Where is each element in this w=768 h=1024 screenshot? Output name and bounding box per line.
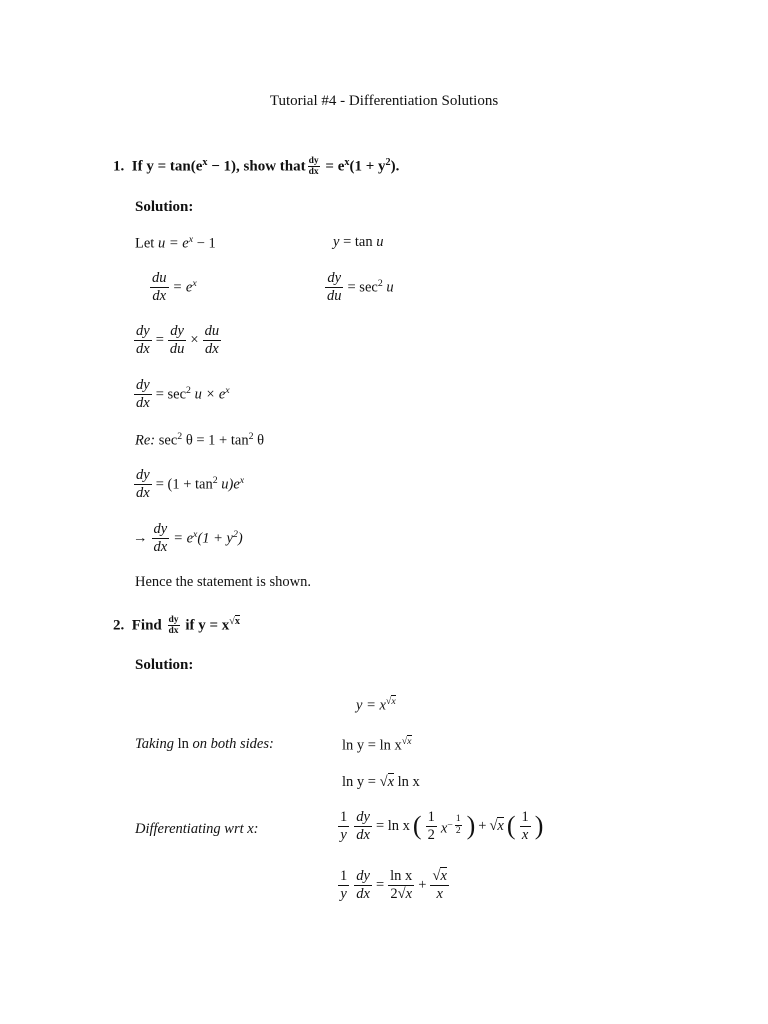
denominator: du	[327, 287, 342, 304]
half-fraction	[426, 809, 437, 843]
denominator: dx	[136, 394, 150, 411]
sqrt-arg: x	[405, 885, 413, 902]
numerator: 1	[427, 809, 435, 825]
exponent: 2	[377, 277, 383, 289]
plus: +	[478, 817, 487, 834]
denominator: y	[340, 826, 347, 843]
exponent: 2	[248, 431, 254, 442]
given-function-end: − 1), show that	[207, 158, 306, 175]
denominator: x	[521, 826, 529, 843]
dy-du-line	[324, 270, 394, 304]
identity-line	[135, 431, 264, 449]
sqrtx-over-x	[430, 868, 448, 902]
y-var: y	[333, 234, 340, 250]
eq-ex: = e	[172, 279, 193, 296]
ln-x: ln x	[394, 774, 420, 790]
denominator: dx	[204, 340, 219, 357]
denominator: dx	[136, 340, 150, 357]
numerator: dy	[308, 156, 319, 166]
tan-text: = (1 + tan	[155, 476, 213, 493]
y-var: y	[356, 697, 363, 714]
sqrt-arg: x	[387, 774, 394, 790]
solution-label-2: Solution:	[135, 657, 194, 673]
u-var: u	[386, 279, 394, 296]
find-word: Find	[131, 617, 162, 634]
ln-text: ln	[177, 736, 189, 752]
rhs-end: (1 + y	[349, 158, 386, 175]
question-text-if: If	[131, 158, 143, 175]
denominator: x	[436, 885, 443, 902]
equals: =	[155, 331, 164, 348]
minus-one: − 1	[193, 235, 216, 252]
differentiating-label: Differentiating wrt x:	[135, 821, 259, 837]
exponent: 2	[212, 474, 218, 486]
taking-word: Taking	[135, 736, 174, 752]
numerator: 1	[455, 814, 461, 825]
dy-dx-fraction	[134, 377, 152, 411]
rhs-close: ).	[390, 158, 400, 175]
du-dx-fraction	[150, 270, 169, 304]
numerator: √x	[432, 868, 447, 884]
exponent: x	[202, 156, 208, 168]
s2-line-2: $\ln y = \ln x^{√x}$	[342, 736, 412, 754]
numerator: dy	[168, 615, 179, 625]
sec-text: sec	[155, 432, 178, 449]
numerator: dy	[136, 467, 150, 483]
denominator: 2	[427, 826, 435, 843]
exponent: 2	[177, 431, 183, 442]
question-number: 1.	[113, 158, 125, 175]
taking-ln-label	[135, 736, 274, 753]
sqrt-arg: x	[440, 868, 447, 884]
denominator: dx	[308, 167, 319, 178]
dy-dx-fraction	[354, 809, 372, 843]
denominator: dx	[356, 885, 370, 902]
sqrt-arg: x	[497, 817, 504, 834]
close-paren: )	[466, 811, 476, 841]
exponent: 2	[232, 528, 238, 540]
dy-dx-fraction	[134, 323, 152, 357]
given-function: y = tan(e	[146, 158, 203, 175]
ln-y: ln y =	[342, 774, 380, 790]
solution-label-1: Solution:	[135, 199, 194, 215]
numerator: ln x	[390, 868, 413, 884]
u-times-e: u × e	[190, 386, 226, 403]
eq-sec: = sec	[347, 279, 378, 296]
times: ×	[190, 331, 199, 348]
sqrt-arg: x	[391, 696, 396, 707]
hence-text: Hence the statement is shown.	[135, 574, 311, 590]
denominator: dx	[152, 287, 167, 304]
on-both-sides: on both sides:	[188, 736, 274, 752]
exponent: x	[225, 384, 230, 396]
tan-line	[133, 467, 244, 501]
rhs: = e	[325, 158, 345, 175]
dy-dx-fraction	[134, 467, 152, 501]
question-1	[113, 156, 399, 178]
two: 2	[390, 885, 398, 902]
u-e-text: u)e	[217, 476, 240, 493]
numerator: 1	[340, 868, 348, 884]
denominator: dx	[136, 484, 150, 501]
one-plus-y: (1 + y	[197, 530, 233, 547]
eq-x: = x	[362, 697, 386, 714]
numerator: dy	[356, 868, 370, 884]
denominator: 2√x	[390, 885, 413, 902]
let-u	[135, 234, 216, 252]
s2-line-1: $y = x^{√x}$	[356, 696, 396, 714]
dy-du-fraction	[325, 270, 344, 304]
u-var: u	[376, 234, 384, 250]
dy-dx-fraction	[354, 868, 372, 902]
derivative-fraction	[307, 156, 321, 178]
question-number: 2.	[113, 617, 125, 634]
sqrt-arg: x	[234, 615, 240, 627]
eq-sec: = sec	[155, 386, 187, 403]
lnx-over-2sqrtx	[388, 868, 414, 902]
numerator: dy	[356, 809, 370, 825]
eq-ln-x: = ln x	[375, 817, 410, 834]
question-2: 2. Find $\frac{dy}{dx}$ if $y = x^{√x}$	[113, 615, 240, 637]
re-label: Re:	[135, 432, 156, 449]
s2-line-3: ln y = √x ln x	[342, 774, 420, 790]
eq-e: = e	[173, 530, 194, 547]
close-paren: )	[534, 811, 544, 841]
denominator: 2	[455, 825, 461, 836]
arrow: →	[133, 529, 148, 546]
exponent: x	[188, 234, 194, 245]
dy-du-fraction	[168, 323, 187, 357]
one-over-y	[338, 868, 349, 902]
exponent: x	[344, 156, 350, 168]
half-exponent	[454, 814, 463, 836]
numerator: dy	[327, 270, 342, 286]
s2-line-5	[337, 868, 450, 902]
tan-text: = tan	[339, 234, 377, 250]
chain-rule-line	[133, 323, 222, 357]
close-paren: )	[237, 530, 243, 547]
final-line	[133, 521, 243, 555]
numerator: du	[152, 270, 167, 286]
sec-line	[133, 377, 230, 411]
one-over-x	[520, 809, 531, 843]
exponent: x	[192, 277, 197, 289]
u-definition: u = e	[157, 235, 189, 252]
dy-dx-fraction	[152, 521, 170, 555]
identity-mid: θ = 1 + tan	[182, 432, 249, 449]
numerator: dy	[170, 323, 184, 339]
numerator: dy	[136, 377, 150, 393]
theta: θ	[253, 432, 265, 449]
denominator: dx	[356, 826, 370, 843]
derivative-fraction	[167, 615, 181, 637]
exponent: 2	[385, 156, 391, 168]
let-word: Let	[135, 235, 155, 252]
denominator: y	[340, 885, 347, 902]
du-dx-line	[149, 270, 197, 304]
y-tan-u	[333, 234, 383, 251]
if-word: if	[185, 617, 195, 634]
du-dx-fraction	[203, 323, 222, 357]
denominator: dx	[168, 626, 179, 637]
minus: −	[447, 819, 453, 831]
function: y = x	[198, 617, 230, 634]
numerator: 1	[340, 809, 348, 825]
exponent: 2	[186, 384, 191, 396]
numerator: du	[204, 323, 220, 339]
exponent: x	[193, 528, 198, 540]
open-paren: (	[506, 811, 516, 841]
open-paren: (	[412, 811, 422, 841]
numerator: dy	[136, 323, 150, 339]
exponent: x	[239, 474, 245, 486]
page-title: Tutorial #4 - Differentiation Solutions	[269, 93, 499, 109]
equals: =	[375, 876, 385, 893]
s2-line-4: $\frac{1}{y}$ $\frac{dy}{dx}$ = ln x ( $\frac{1}{2}$ $x^{- \frac{1}{2}}$ ) + √x ( $\frac{1}{x}$ )	[340, 809, 544, 843]
x-var: x	[440, 820, 448, 837]
plus: +	[418, 876, 427, 893]
one-over-y	[338, 809, 349, 843]
denominator: du	[169, 340, 185, 357]
numerator: dy	[153, 521, 168, 537]
ln-y: ln y = ln x	[342, 737, 402, 754]
numerator: 1	[521, 809, 529, 825]
sqrt-arg: x	[407, 736, 412, 747]
denominator: dx	[153, 538, 168, 555]
